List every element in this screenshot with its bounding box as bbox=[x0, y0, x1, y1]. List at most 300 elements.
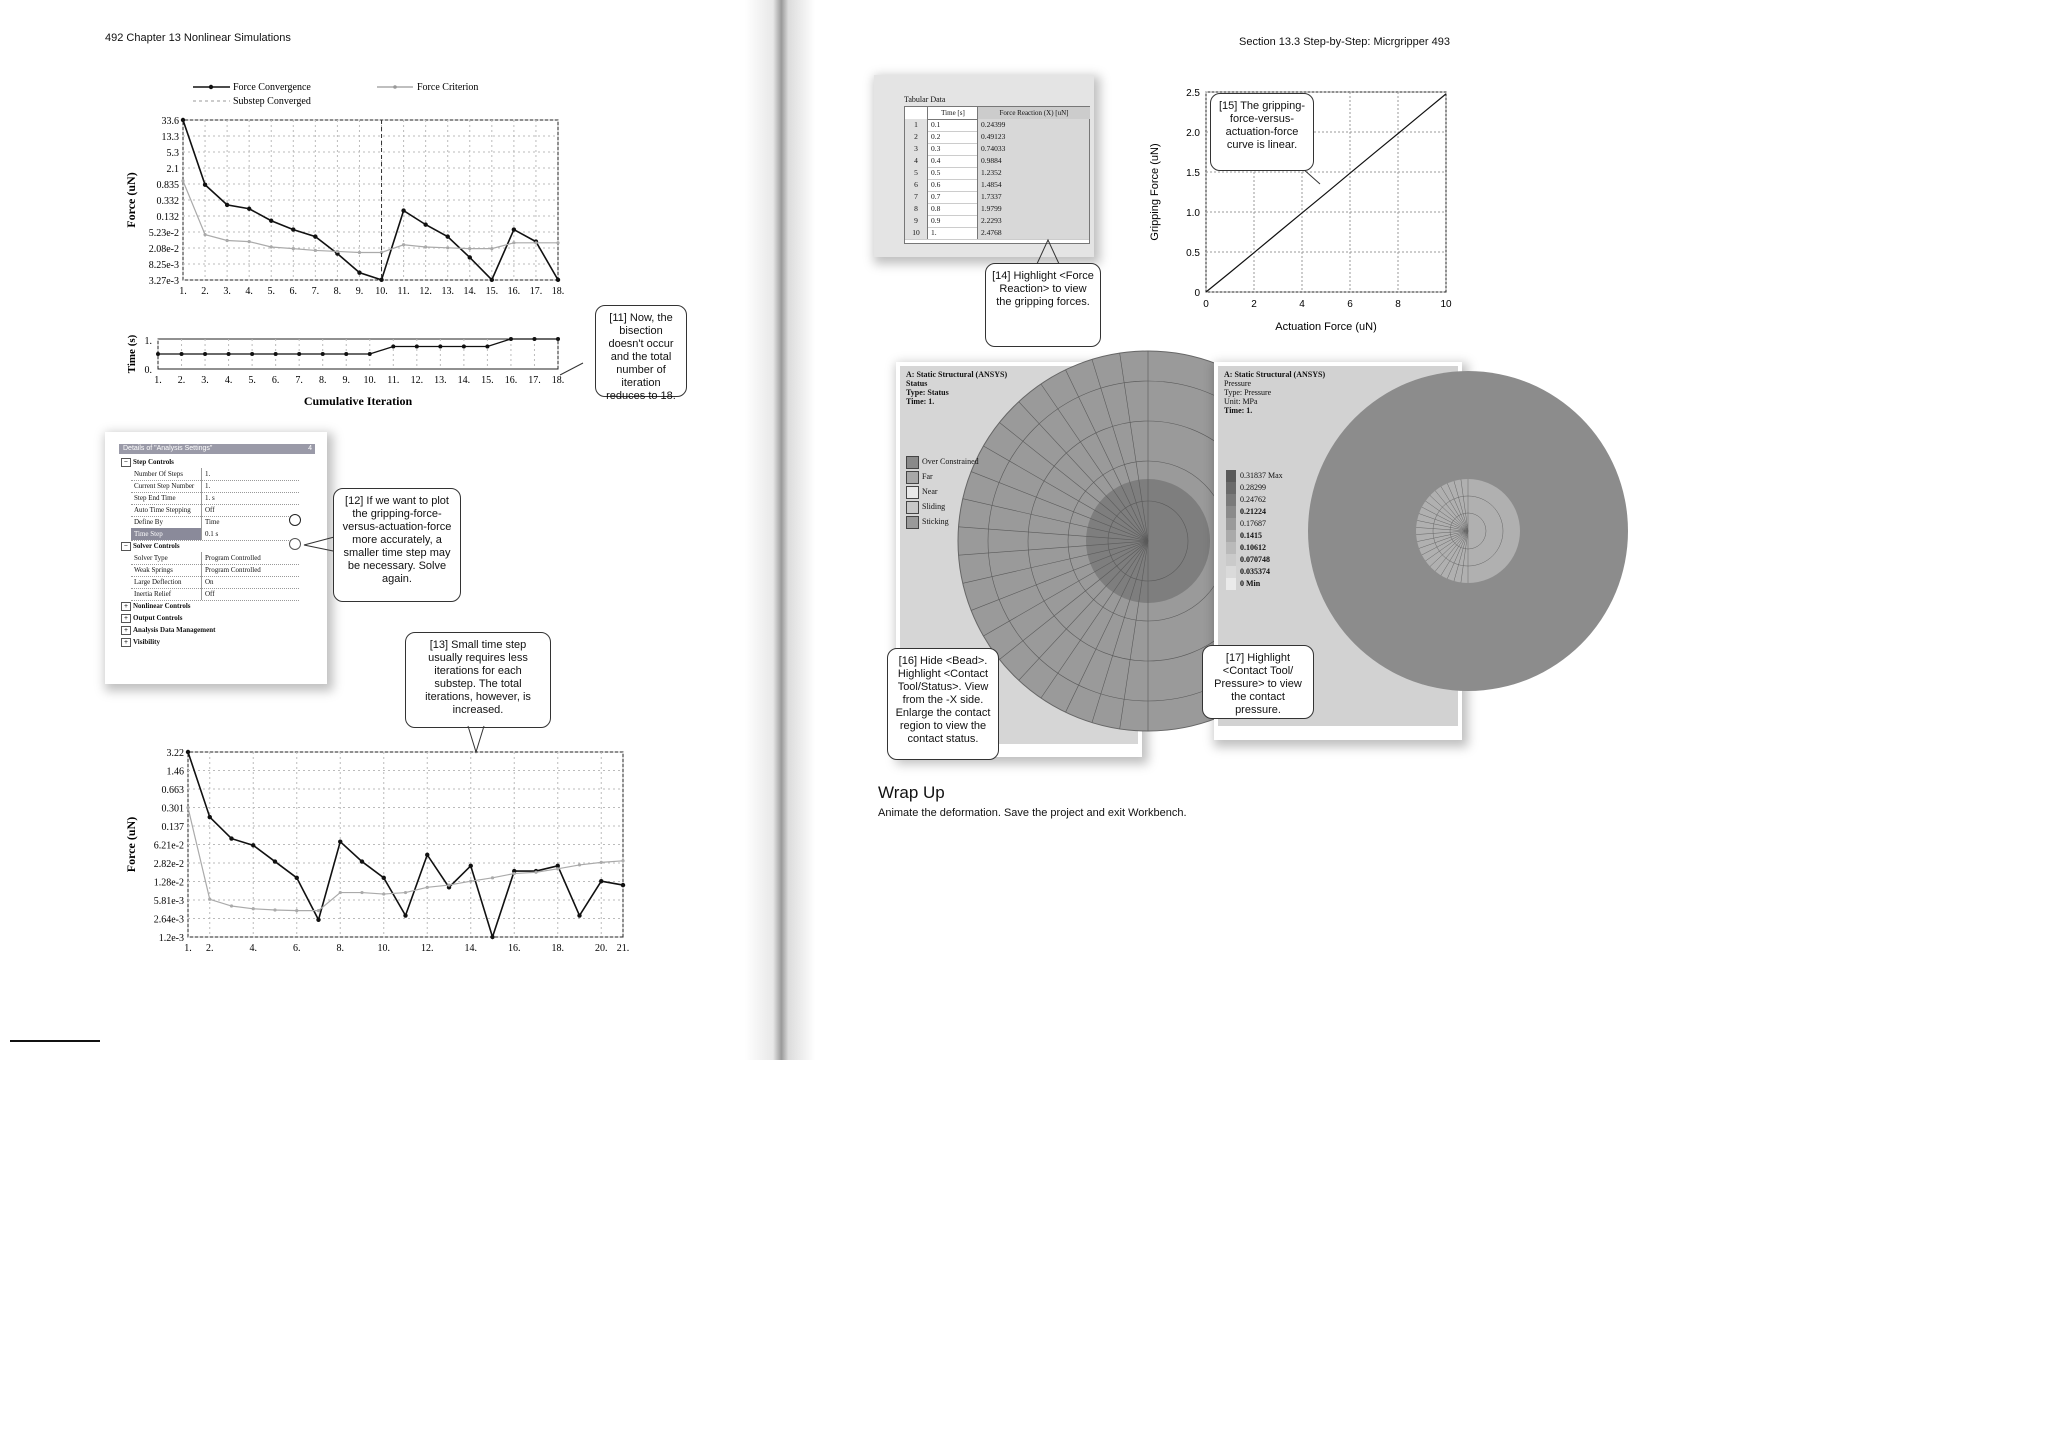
tabular-data-grid bbox=[904, 106, 1090, 244]
criterion-point bbox=[314, 249, 317, 252]
criterion-point bbox=[336, 250, 339, 253]
row-index: 1 bbox=[905, 119, 927, 131]
row-time: 1. bbox=[927, 227, 977, 239]
time-point bbox=[344, 352, 348, 356]
collapsed-group-0[interactable] bbox=[119, 600, 315, 612]
pressure-legend-swatch bbox=[1226, 518, 1236, 530]
row-index: 5 bbox=[905, 167, 927, 179]
time-point bbox=[438, 345, 442, 349]
x-tick-label: 5. bbox=[267, 286, 275, 297]
row-force: 1.9799 bbox=[977, 203, 1089, 215]
criterion-point bbox=[621, 859, 624, 862]
collapsed-group-3[interactable] bbox=[119, 636, 315, 648]
criterion-point bbox=[534, 241, 537, 244]
convergence-point bbox=[186, 750, 190, 754]
x-tick-label: 3. bbox=[223, 286, 231, 297]
convergence-point bbox=[621, 883, 625, 887]
callout-12 bbox=[333, 488, 461, 602]
setting-label: Step End Time bbox=[134, 494, 176, 502]
time-point bbox=[391, 345, 395, 349]
criterion-point bbox=[339, 891, 342, 894]
x-tick-label: 2. bbox=[206, 943, 214, 954]
setting-value: Off bbox=[201, 504, 299, 516]
time-chart bbox=[115, 325, 585, 415]
criterion-point bbox=[270, 245, 273, 248]
pressure-legend-label: 0.035374 bbox=[1240, 567, 1270, 576]
x-tick-label: 10. bbox=[375, 286, 388, 297]
details-panel-title: Details of "Analysis Settings" bbox=[123, 445, 213, 452]
y-tick-label: 3.22 bbox=[166, 748, 184, 759]
x-tick-label: 6. bbox=[271, 375, 280, 386]
convergence-point bbox=[225, 203, 229, 207]
contact-pressure-header bbox=[1224, 370, 1325, 415]
step-controls-label: Step Controls bbox=[133, 458, 174, 466]
x-tick-label: 5. bbox=[248, 375, 256, 386]
convergence-point bbox=[490, 278, 494, 282]
convergence-point bbox=[382, 876, 386, 880]
row-time: 0.7 bbox=[927, 191, 977, 203]
convergence-point bbox=[203, 183, 207, 187]
convergence-point bbox=[468, 255, 472, 259]
x-tick-label: 8 bbox=[1395, 299, 1401, 310]
x-tick-label: 12. bbox=[410, 375, 424, 386]
solver-controls-group[interactable] bbox=[119, 540, 315, 552]
time-point bbox=[368, 352, 372, 356]
convergence-point bbox=[313, 234, 317, 238]
convergence-point bbox=[599, 879, 603, 883]
contact-status-line2: Status bbox=[906, 379, 928, 388]
callout-13-text: [13] Small time step usually requires less iterations for each substep. The total iterations, however, is increased. bbox=[425, 639, 531, 716]
time-point bbox=[532, 337, 536, 341]
right-running-header: Section 13.3 Step-by-Step: Micrgripper 493 bbox=[1239, 36, 1450, 48]
criterion-point bbox=[382, 892, 385, 895]
x-tick-label: 8. bbox=[333, 286, 342, 297]
setting-value: On bbox=[201, 576, 299, 588]
y-tick-label: 8.25e-3 bbox=[148, 260, 179, 271]
x-tick-label: 2. bbox=[177, 375, 186, 386]
collapsed-group-2[interactable] bbox=[119, 624, 315, 636]
convergence-point bbox=[490, 935, 494, 939]
setting-label: Time Step bbox=[131, 528, 201, 540]
collapse-icon[interactable]: − bbox=[121, 458, 131, 467]
y-tick-label: 0.5 bbox=[1186, 248, 1200, 259]
contact-status-line3: Type: Status bbox=[906, 388, 949, 397]
y-tick-label: 3.27e-3 bbox=[148, 276, 179, 287]
row-index: 8 bbox=[905, 203, 927, 215]
x-tick-label: 10 bbox=[1440, 299, 1452, 310]
collapsed-group-1[interactable] bbox=[119, 612, 315, 624]
criterion-point bbox=[468, 247, 471, 250]
convergence-point bbox=[379, 278, 383, 282]
convergence-point bbox=[269, 219, 273, 223]
callout-15 bbox=[1210, 93, 1314, 171]
y-tick-label: 2.64e-3 bbox=[153, 914, 184, 926]
convergence-point bbox=[512, 227, 516, 231]
setting-value: 1. s bbox=[201, 492, 299, 504]
time-point bbox=[203, 352, 207, 356]
pressure-legend-swatch bbox=[1226, 470, 1236, 482]
force-convergence-chart-svg bbox=[115, 78, 585, 308]
x-tick-label: 9. bbox=[355, 286, 364, 297]
setting-value: 0.1 s bbox=[201, 528, 299, 540]
y-tick-label: 0.835 bbox=[156, 180, 179, 191]
setting-label: Number Of Steps bbox=[134, 470, 183, 478]
pressure-legend-swatch bbox=[1226, 506, 1236, 518]
convergence-point bbox=[556, 278, 560, 282]
solver-controls-label: Solver Controls bbox=[133, 542, 180, 550]
criterion-point bbox=[469, 880, 472, 883]
contact-pressure-line2: Pressure bbox=[1224, 379, 1252, 388]
time-point bbox=[485, 345, 489, 349]
x-tick-label: 11. bbox=[397, 286, 410, 297]
y-tick-label: 2.82e-2 bbox=[153, 859, 184, 870]
convergence-point bbox=[425, 853, 429, 857]
pressure-legend-entry bbox=[1226, 470, 1316, 482]
x-tick-label: 4 bbox=[1299, 299, 1305, 310]
time-point bbox=[321, 352, 325, 356]
y-tick-label: 5.23e-2 bbox=[148, 228, 179, 239]
time-point bbox=[415, 345, 419, 349]
convergence-point bbox=[229, 836, 233, 840]
convergence-point bbox=[291, 227, 295, 231]
status-legend-label: Far bbox=[922, 472, 933, 481]
setting-value: Program Controlled bbox=[201, 564, 299, 576]
legend-force-criterion-marker bbox=[393, 85, 397, 89]
row-time: 0.4 bbox=[927, 155, 977, 167]
criterion-point bbox=[556, 241, 559, 244]
criterion-point bbox=[600, 861, 603, 864]
pressure-legend-swatch bbox=[1226, 482, 1236, 494]
setting-label: Define By bbox=[134, 518, 163, 526]
x-tick-label: 6. bbox=[293, 943, 301, 954]
criterion-point bbox=[295, 909, 298, 912]
row-index: 9 bbox=[905, 215, 927, 227]
pressure-legend-label: 0 Min bbox=[1240, 579, 1261, 588]
y-axis-label: Force (uN) bbox=[124, 172, 138, 228]
x-tick-label: 18. bbox=[551, 286, 565, 297]
step-controls-group[interactable] bbox=[119, 456, 315, 468]
y-tick-label: 0.332 bbox=[156, 196, 179, 207]
status-legend-entry bbox=[906, 486, 1016, 499]
convergence-point bbox=[423, 222, 427, 226]
row-time: 0.6 bbox=[927, 179, 977, 191]
x-tick-label: 4. bbox=[224, 375, 233, 386]
pressure-legend-label: 0.24762 bbox=[1240, 495, 1266, 504]
y-tick-label: 2.0 bbox=[1186, 128, 1200, 139]
legend-force-convergence-marker bbox=[209, 85, 213, 89]
criterion-point bbox=[208, 898, 211, 901]
callout-11-text: [11] Now, the bisection doesn't occur and the total number of iteration reduces to 18. bbox=[606, 312, 676, 402]
criterion-point bbox=[447, 883, 450, 886]
time-point bbox=[227, 352, 231, 356]
x-tick-label: 0 bbox=[1203, 299, 1209, 310]
column-header-force: Force Reaction (X) [uN] bbox=[977, 107, 1090, 119]
x-tick-label: 1. bbox=[184, 943, 192, 954]
right-page bbox=[784, 0, 1568, 1108]
x-tick-label: 7. bbox=[311, 286, 320, 297]
x-tick-label: 13. bbox=[434, 375, 447, 386]
status-legend-label: Sliding bbox=[922, 502, 946, 511]
contact-pressure-line5: Time: 1. bbox=[1224, 406, 1253, 415]
setting-label: Auto Time Stepping bbox=[134, 506, 191, 514]
callout-14-text: [14] Highlight <Force Reaction> to view the gripping forces. bbox=[992, 270, 1094, 308]
row-time: 0.5 bbox=[927, 167, 977, 179]
legend-force-convergence-label: Force Convergence bbox=[233, 82, 311, 93]
convergence-point bbox=[181, 118, 185, 122]
y-tick-label: 0 bbox=[1194, 288, 1200, 299]
contact-pressure-line3: Type: Pressure bbox=[1224, 388, 1272, 397]
callout-14 bbox=[985, 263, 1101, 347]
page-edge-mark bbox=[10, 1040, 100, 1042]
y-axis-label: Time (s) bbox=[126, 334, 138, 374]
criterion-point bbox=[578, 863, 581, 866]
setting-value: 1. bbox=[201, 468, 299, 480]
y-tick-label: 0.137 bbox=[161, 822, 184, 833]
callout-17 bbox=[1202, 645, 1314, 719]
x-tick-label: 20. bbox=[595, 943, 608, 954]
y-tick-label: 0.663 bbox=[161, 785, 184, 796]
row-force: 1.7337 bbox=[977, 191, 1089, 203]
row-time: 0.3 bbox=[927, 143, 977, 155]
row-index: 6 bbox=[905, 179, 927, 191]
pressure-legend-swatch bbox=[1226, 578, 1236, 590]
left-page bbox=[0, 0, 784, 1108]
status-legend-swatch bbox=[906, 471, 919, 484]
time-chart-svg bbox=[115, 325, 585, 415]
details-panel-screenshot bbox=[105, 432, 327, 684]
criterion-point bbox=[490, 247, 493, 250]
row-force: 2.2293 bbox=[977, 215, 1089, 227]
y-tick-label: 13.3 bbox=[161, 132, 179, 143]
y-tick-label: 5.81e-3 bbox=[153, 896, 184, 907]
x-tick-label: 15. bbox=[485, 286, 499, 297]
x-tick-label: 16. bbox=[507, 286, 521, 297]
convergence-point bbox=[208, 815, 212, 819]
y-tick-label: 1.2e-3 bbox=[158, 933, 184, 944]
pressure-legend-entry bbox=[1226, 518, 1316, 530]
criterion-point bbox=[230, 904, 233, 907]
x-tick-label: 10. bbox=[377, 943, 390, 954]
x-tick-label: 16. bbox=[504, 375, 518, 386]
criterion-point bbox=[252, 907, 255, 910]
pressure-legend-swatch bbox=[1226, 542, 1236, 554]
x-axis-label: Cumulative Iteration bbox=[303, 394, 413, 408]
criterion-point bbox=[360, 891, 363, 894]
x-tick-label: 17. bbox=[529, 286, 543, 297]
contact-status-header bbox=[906, 370, 1007, 406]
y-tick-label: 0.301 bbox=[161, 803, 184, 815]
time-point bbox=[250, 352, 254, 356]
pressure-legend-label: 0.070748 bbox=[1240, 555, 1270, 564]
x-tick-label: 14. bbox=[464, 943, 477, 954]
row-time: 0.2 bbox=[927, 131, 977, 143]
collapsed-group-label: Nonlinear Controls bbox=[133, 602, 191, 610]
status-legend-label: Sticking bbox=[922, 517, 949, 526]
convergence-point bbox=[273, 859, 277, 863]
callout-11-pointer bbox=[560, 363, 583, 375]
x-tick-label: 21. bbox=[616, 943, 630, 954]
force-convergence-chart-2-svg bbox=[115, 742, 635, 970]
setting-value: 1. bbox=[201, 480, 299, 492]
y-tick-label: 1.46 bbox=[166, 766, 184, 778]
x-tick-label: 1. bbox=[179, 286, 187, 297]
expand-icon[interactable]: + bbox=[121, 626, 131, 635]
criterion-point bbox=[556, 867, 559, 870]
row-index: 3 bbox=[905, 143, 927, 155]
pressure-legend-swatch bbox=[1226, 530, 1236, 542]
status-legend-swatch bbox=[906, 456, 919, 469]
x-tick-label: 7. bbox=[295, 375, 303, 386]
force-convergence-chart bbox=[115, 78, 585, 308]
pressure-legend-label: 0.17687 bbox=[1240, 519, 1266, 528]
tabular-row[interactable] bbox=[905, 227, 1089, 240]
status-legend-entry bbox=[906, 501, 1016, 514]
contact-pressure-line4: Unit: MPa bbox=[1224, 397, 1258, 406]
pressure-legend-entry bbox=[1226, 578, 1316, 590]
collapsed-group-label: Output Controls bbox=[133, 614, 183, 622]
expand-icon[interactable]: + bbox=[121, 638, 131, 647]
x-tick-label: 12. bbox=[421, 943, 434, 954]
y-axis-label: Force (uN) bbox=[124, 816, 138, 873]
row-index: 2 bbox=[905, 131, 927, 143]
contact-status-line4: Time: 1. bbox=[906, 397, 935, 406]
y-tick-label: 0.132 bbox=[156, 212, 179, 223]
x-tick-label: 14. bbox=[457, 375, 471, 386]
details-panel-titlebar bbox=[119, 444, 315, 454]
convergence-point bbox=[360, 859, 364, 863]
x-tick-label: 4. bbox=[245, 286, 253, 297]
y-tick-label: 1.28e-2 bbox=[153, 877, 184, 889]
setting-value: Program Controlled bbox=[201, 552, 299, 564]
pressure-legend-entry bbox=[1226, 482, 1316, 494]
wrap-up-text: Animate the deformation. Save the project and exit Workbench. bbox=[878, 807, 1187, 819]
row-index: 10 bbox=[905, 227, 927, 239]
convergence-point bbox=[446, 234, 450, 238]
convergence-point bbox=[469, 864, 473, 868]
x-tick-label: 2 bbox=[1251, 299, 1257, 310]
x-tick-label: 18. bbox=[551, 375, 565, 386]
row-force: 1.2352 bbox=[977, 167, 1089, 179]
callout-15-text: [15] The gripping-force-versus-actuation-force curve is linear. bbox=[1218, 100, 1306, 151]
convergence-point bbox=[577, 913, 581, 917]
time-point bbox=[274, 352, 278, 356]
criterion-point bbox=[404, 891, 407, 894]
status-legend-entry bbox=[906, 456, 1016, 469]
x-tick-label: 16. bbox=[508, 943, 521, 954]
x-tick-label: 6 bbox=[1347, 299, 1353, 310]
row-index: 7 bbox=[905, 191, 927, 203]
row-time: 0.9 bbox=[927, 215, 977, 227]
force-convergence-chart-2 bbox=[115, 742, 635, 970]
y-tick-label: 2.5 bbox=[1186, 88, 1200, 99]
time-point bbox=[180, 352, 184, 356]
x-tick-label: 12. bbox=[419, 286, 432, 297]
x-axis-label: Actuation Force (uN) bbox=[1275, 321, 1377, 333]
collapse-icon[interactable]: − bbox=[121, 542, 131, 551]
status-legend-entry bbox=[906, 471, 1016, 484]
row-force: 0.9884 bbox=[977, 155, 1089, 167]
contact-status-line1: A: Static Structural (ANSYS) bbox=[906, 370, 1008, 379]
setting-label: Inertia Relief bbox=[134, 590, 172, 598]
convergence-point bbox=[251, 843, 255, 847]
criterion-point bbox=[358, 251, 361, 254]
criterion-point bbox=[273, 908, 276, 911]
x-tick-label: 4. bbox=[249, 943, 257, 954]
convergence-point bbox=[295, 876, 299, 880]
y-tick-label: 0. bbox=[144, 365, 152, 376]
callout-11 bbox=[595, 305, 687, 402]
pressure-legend-swatch bbox=[1226, 554, 1236, 566]
expand-icon[interactable]: + bbox=[121, 614, 131, 623]
x-tick-label: 15. bbox=[481, 375, 494, 386]
highlight-circle-auto-time bbox=[289, 514, 301, 526]
column-header-time: Time [s] bbox=[927, 107, 978, 119]
row-force: 2.4768 bbox=[977, 227, 1089, 239]
force-criterion-line bbox=[183, 181, 558, 253]
x-tick-label: 3. bbox=[201, 375, 209, 386]
pressure-legend-label: 0.1415 bbox=[1240, 531, 1262, 540]
pressure-legend-swatch bbox=[1226, 494, 1236, 506]
y-tick-label: 2.08e-2 bbox=[148, 244, 179, 255]
criterion-point bbox=[424, 245, 427, 248]
status-legend-label: Over Constrained bbox=[922, 457, 979, 466]
convergence-point bbox=[247, 207, 251, 211]
setting-value: Off bbox=[201, 588, 299, 600]
convergence-point bbox=[401, 208, 405, 212]
y-tick-label: 2.1 bbox=[166, 164, 179, 175]
criterion-point bbox=[317, 909, 320, 912]
expand-icon[interactable]: + bbox=[121, 602, 131, 611]
y-tick-label: 1. bbox=[144, 336, 152, 347]
criterion-point bbox=[534, 871, 537, 874]
tabular-data-title: Tabular Data bbox=[904, 95, 946, 104]
pressure-legend-label: 0.31837 Max bbox=[1240, 471, 1283, 480]
y-tick-label: 33.6 bbox=[161, 116, 179, 127]
collapsed-group-label: Visibility bbox=[133, 638, 160, 646]
criterion-point bbox=[203, 233, 206, 236]
convergence-point bbox=[403, 913, 407, 917]
time-point bbox=[556, 337, 560, 341]
criterion-point bbox=[402, 243, 405, 246]
pressure-legend-label: 0.21224 bbox=[1240, 507, 1266, 516]
criterion-point bbox=[292, 247, 295, 250]
setting-label: Weak Springs bbox=[134, 566, 173, 574]
status-legend-swatch bbox=[906, 516, 919, 529]
y-tick-label: 5.3 bbox=[166, 148, 179, 159]
status-legend-label: Near bbox=[922, 487, 938, 496]
pressure-legend-entry bbox=[1226, 494, 1316, 506]
legend-substep-label: Substep Converged bbox=[233, 96, 311, 107]
x-tick-label: 1. bbox=[154, 375, 162, 386]
criterion-point bbox=[446, 246, 449, 249]
wrap-up-title: Wrap Up bbox=[878, 783, 945, 802]
y-tick-label: 1.5 bbox=[1186, 168, 1200, 179]
row-force: 0.49123 bbox=[977, 131, 1089, 143]
time-line bbox=[158, 339, 558, 354]
row-index: 4 bbox=[905, 155, 927, 167]
convergence-point bbox=[357, 270, 361, 274]
x-tick-label: 8. bbox=[318, 375, 327, 386]
x-tick-label: 17. bbox=[528, 375, 541, 386]
pressure-legend-label: 0.28299 bbox=[1240, 483, 1266, 492]
x-tick-label: 14. bbox=[463, 286, 477, 297]
criterion-point bbox=[181, 179, 184, 182]
row-force: 0.24399 bbox=[977, 119, 1089, 131]
contact-pressure-line1: A: Static Structural (ANSYS) bbox=[1224, 370, 1326, 379]
time-point bbox=[156, 352, 160, 356]
pin-icon[interactable]: 4 bbox=[308, 445, 312, 452]
time-point bbox=[509, 337, 513, 341]
